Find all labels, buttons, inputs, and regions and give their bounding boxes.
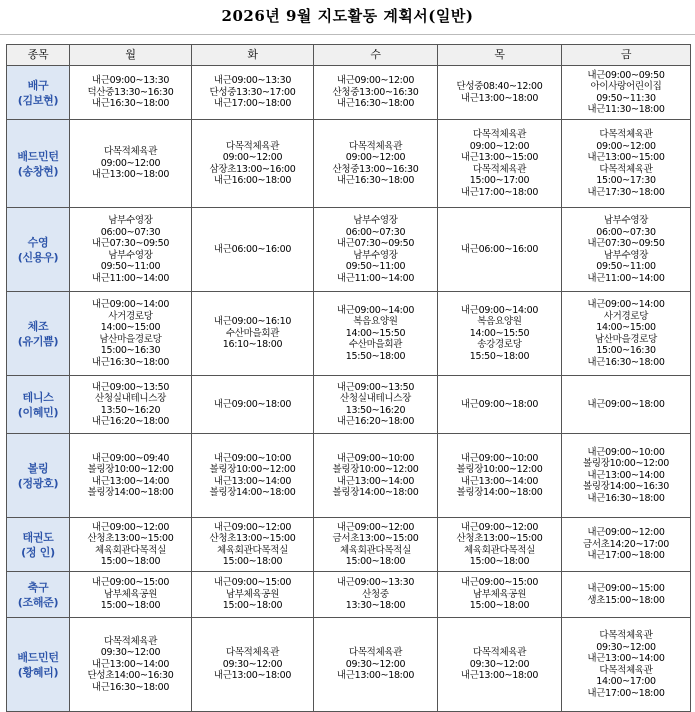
- schedule-line: 다목적체육관: [599, 163, 653, 175]
- schedule-line: 14:00~15:00: [100, 322, 161, 333]
- schedule-line: 내근09:00~12:00: [213, 521, 292, 533]
- header-thu: 목: [438, 45, 562, 66]
- schedule-line: 내근09:00~10:00: [213, 452, 292, 464]
- schedule-cell: [192, 518, 314, 572]
- schedule-line: 내근09:00~09:40: [91, 452, 170, 464]
- schedule-line: 06:00~07:30: [345, 226, 406, 238]
- schedule-line: 다목적체육관: [225, 647, 280, 659]
- schedule-line: 내근13:00~18:00: [460, 670, 539, 682]
- schedule-line: 볼링장10:00~12:00: [332, 464, 419, 475]
- schedule-line: 내근13:00~14:00: [213, 475, 292, 487]
- schedule-line: 09:30~12:00: [345, 658, 406, 670]
- schedule-line: 09:30~12:00: [469, 658, 530, 670]
- schedule-cell: [192, 376, 314, 434]
- schedule-line: 산청중: [362, 588, 389, 600]
- schedule-line: 단성중13:30~17:00: [209, 86, 296, 98]
- instructor-name: (송창현): [17, 164, 59, 178]
- schedule-line: 내근11:00~14:00: [587, 272, 665, 284]
- schedule-line: 남산마을경로당: [594, 333, 658, 345]
- schedule-cell: [438, 376, 562, 434]
- schedule-line: 다목적체육관: [348, 647, 403, 659]
- schedule-line: 15:00~18:00: [469, 556, 530, 567]
- schedule-cell: [314, 618, 438, 712]
- schedule-cell: [70, 208, 192, 292]
- schedule-line: 다목적체육관: [472, 163, 527, 175]
- schedule-cell: [314, 120, 438, 208]
- schedule-line: 15:00~17:30: [596, 175, 656, 186]
- header-wed: 수: [314, 45, 438, 66]
- schedule-line: 체육회관다목적실: [463, 544, 536, 556]
- schedule-line: 내근17:00~18:00: [213, 98, 292, 110]
- instructor-name: (신용우): [17, 250, 59, 264]
- schedule-cell: [314, 518, 438, 572]
- schedule-cell: [192, 66, 314, 120]
- schedule-line: 내근13:00~18:00: [336, 670, 415, 682]
- schedule-line: 남부체육공원: [472, 588, 527, 600]
- schedule-line: 내근16:20~18:00: [336, 416, 415, 427]
- table-row: [7, 618, 691, 712]
- sport-cell: [7, 66, 70, 120]
- schedule-line: 내근09:00~18:00: [587, 398, 665, 410]
- schedule-line: 단성초14:00~16:30: [87, 670, 174, 682]
- schedule-line: 볼링장10:00~12:00: [582, 458, 670, 470]
- schedule-line: 내근09:00~18:00: [213, 398, 292, 410]
- schedule-line: 볼링장14:00~18:00: [456, 487, 543, 498]
- schedule-line: 내근09:00~12:00: [91, 521, 170, 533]
- table-row: [7, 518, 691, 572]
- schedule-cell: [192, 618, 314, 712]
- schedule-line: 06:00~07:30: [596, 226, 656, 238]
- schedule-line: 09:50~11:00: [596, 261, 656, 272]
- sport-name: 테니스: [22, 390, 54, 404]
- schedule-cell: [314, 376, 438, 434]
- header-tue: 화: [192, 45, 314, 66]
- schedule-line: 내근09:00~13:30: [213, 75, 292, 87]
- schedule-line: 남부체육공원: [225, 588, 280, 600]
- schedule-line: 09:00~12:00: [345, 152, 406, 163]
- schedule-cell: [438, 618, 562, 712]
- schedule-cell: [438, 208, 562, 292]
- sport-name: 배드민턴: [17, 650, 59, 664]
- schedule-cell: [562, 120, 691, 208]
- schedule-cell: [438, 120, 562, 208]
- table-row: [7, 66, 691, 120]
- schedule-line: 금서초14:20~17:00: [582, 538, 670, 550]
- schedule-line: 복음요양원: [353, 316, 398, 328]
- schedule-line: 사거경로당: [603, 310, 649, 322]
- schedule-line: 내근13:00~18:00: [91, 169, 170, 181]
- sport-cell: [7, 292, 70, 376]
- schedule-line: 다목적체육관: [103, 635, 158, 647]
- schedule-line: 볼링장14:00~16:30: [582, 481, 670, 493]
- schedule-cell: [562, 618, 691, 712]
- schedule-line: 내근16:30~18:00: [587, 492, 665, 504]
- sport-name: 축구: [27, 580, 49, 594]
- schedule-cell: [314, 66, 438, 120]
- schedule-line: 산청실내테니스장: [339, 393, 412, 404]
- schedule-line: 내근09:00~15:00: [460, 577, 539, 589]
- schedule-line: 내근09:00~09:50: [587, 69, 665, 81]
- schedule-line: 내근16:30~18:00: [91, 98, 170, 110]
- schedule-line: 삼장초13:00~16:00: [209, 163, 296, 175]
- schedule-line: 남부체육공원: [103, 588, 158, 600]
- schedule-line: 15:00~18:00: [222, 556, 283, 567]
- schedule-line: 내근09:00~14:00: [460, 304, 539, 316]
- schedule-line: 내근16:00~18:00: [213, 175, 292, 186]
- schedule-line: 09:00~12:00: [100, 157, 161, 169]
- schedule-cell: [192, 572, 314, 618]
- schedule-line: 내근06:00~16:00: [460, 243, 539, 255]
- schedule-line: 15:00~17:00: [469, 175, 530, 186]
- schedule-line: 아이사랑어린이집: [590, 81, 662, 92]
- schedule-cell: [438, 66, 562, 120]
- schedule-line: 15:00~18:00: [469, 600, 530, 612]
- schedule-line: 09:30~12:00: [222, 658, 283, 670]
- schedule-cell: [192, 434, 314, 518]
- schedule-line: 내근13:00~14:00: [587, 469, 665, 481]
- schedule-line: 내근13:00~14:00: [91, 475, 170, 487]
- schedule-line: 내근11:00~14:00: [336, 272, 415, 284]
- schedule-line: 내근17:30~18:00: [587, 186, 665, 198]
- schedule-line: 내근13:00~14:00: [460, 475, 539, 487]
- instructor-name: (김보현): [17, 93, 59, 107]
- schedule-line: 내근17:00~18:00: [587, 550, 665, 562]
- schedule-line: 내근09:00~10:00: [587, 446, 665, 458]
- sport-cell: [7, 618, 70, 712]
- schedule-line: 볼링장14:00~18:00: [209, 487, 296, 498]
- schedule-line: 내근07:30~09:50: [91, 238, 170, 249]
- schedule-cell: [562, 292, 691, 376]
- schedule-cell: [438, 292, 562, 376]
- schedule-table: [6, 44, 691, 712]
- schedule-line: 남산마을경로당: [99, 333, 162, 345]
- schedule-line: 내근16:30~18:00: [91, 681, 170, 693]
- schedule-line: 생초15:00~18:00: [587, 594, 665, 606]
- schedule-line: 15:50~18:00: [345, 350, 406, 362]
- schedule-line: 09:30~12:00: [100, 647, 161, 659]
- schedule-line: 산청중13:00~16:30: [332, 86, 419, 98]
- schedule-line: 15:00~18:00: [100, 556, 161, 567]
- schedule-line: 다목적체육관: [599, 664, 653, 676]
- schedule-line: 체육회관다목적실: [339, 544, 412, 556]
- table-row: [7, 292, 691, 376]
- schedule-line: 15:00~18:00: [100, 600, 161, 612]
- schedule-line: 볼링장14:00~18:00: [332, 487, 419, 498]
- header-sport: 종목: [7, 45, 70, 66]
- schedule-line: 볼링장10:00~12:00: [209, 464, 296, 475]
- schedule-cell: [562, 434, 691, 518]
- schedule-line: 내근16:30~18:00: [336, 98, 415, 110]
- instructor-name: (정광호): [17, 476, 59, 490]
- schedule-cell: [70, 292, 192, 376]
- schedule-line: 내근11:30~18:00: [587, 104, 665, 115]
- schedule-line: 금서초13:00~15:00: [332, 533, 419, 544]
- schedule-line: 내근13:00~14:00: [91, 658, 170, 670]
- schedule-line: 수산마을회관: [225, 327, 280, 339]
- schedule-line: 내근16:30~18:00: [91, 356, 170, 368]
- sport-name: 수영: [27, 235, 49, 249]
- schedule-line: 내근13:00~15:00: [460, 152, 539, 163]
- schedule-line: 내근09:00~18:00: [460, 398, 539, 410]
- schedule-line: 볼링장10:00~12:00: [87, 464, 174, 475]
- schedule-line: 복음요양원: [477, 316, 522, 328]
- schedule-line: 남부수영장: [603, 249, 649, 261]
- schedule-line: 다목적체육관: [225, 140, 280, 152]
- table-row: [7, 208, 691, 292]
- schedule-cell: [314, 208, 438, 292]
- schedule-cell: [562, 572, 691, 618]
- schedule-line: 09:00~12:00: [222, 152, 283, 163]
- schedule-cell: [70, 120, 192, 208]
- sport-name: 체조: [27, 319, 49, 333]
- sport-name: 배구: [27, 78, 49, 92]
- schedule-line: 06:00~07:30: [100, 226, 161, 238]
- schedule-line: 내근09:00~12:00: [336, 521, 415, 533]
- sport-cell: [7, 376, 70, 434]
- schedule-line: 내근09:00~12:00: [587, 527, 665, 539]
- schedule-line: 09:50~11:30: [596, 92, 656, 104]
- schedule-line: 내근13:00~14:00: [587, 653, 665, 664]
- schedule-line: 내근16:30~18:00: [587, 356, 665, 368]
- schedule-line: 볼링장10:00~12:00: [456, 464, 543, 475]
- schedule-line: 남부수영장: [353, 215, 398, 226]
- schedule-line: 수산마을회관: [348, 339, 403, 351]
- schedule-line: 덕산중13:30~16:30: [87, 86, 174, 98]
- schedule-cell: [438, 572, 562, 618]
- schedule-line: 09:00~12:00: [469, 140, 530, 152]
- sport-cell: [7, 120, 70, 208]
- schedule-line: 09:50~11:00: [345, 261, 406, 272]
- schedule-line: 13:30~18:00: [345, 600, 406, 612]
- schedule-cell: [314, 292, 438, 376]
- schedule-line: 볼링장14:00~18:00: [87, 487, 174, 498]
- schedule-line: 산청초13:00~15:00: [87, 533, 174, 544]
- schedule-line: 내근09:00~10:00: [336, 452, 415, 464]
- schedule-line: 13:50~16:20: [100, 404, 161, 416]
- schedule-line: 산청중13:00~16:30: [332, 163, 419, 175]
- schedule-line: 15:00~18:00: [345, 556, 406, 567]
- header-mon: 월: [70, 45, 192, 66]
- sport-name: 태권도: [22, 530, 54, 544]
- table-row: [7, 434, 691, 518]
- schedule-line: 내근09:00~12:00: [460, 521, 539, 533]
- schedule-line: 09:50~11:00: [100, 261, 161, 272]
- schedule-line: 09:30~12:00: [596, 641, 656, 653]
- schedule-line: 내근09:00~15:00: [213, 577, 292, 589]
- schedule-line: 체육회관다목적실: [94, 544, 167, 556]
- schedule-line: 내근13:00~15:00: [587, 152, 665, 163]
- schedule-cell: [438, 518, 562, 572]
- schedule-line: 산청초13:00~15:00: [456, 533, 543, 544]
- schedule-cell: [70, 66, 192, 120]
- instructor-name: (이혜민): [17, 405, 59, 419]
- schedule-cell: [562, 376, 691, 434]
- schedule-line: 내근09:00~15:00: [587, 583, 665, 594]
- schedule-line: 다목적체육관: [599, 129, 653, 140]
- schedule-cell: [70, 572, 192, 618]
- header-fri: 금: [562, 45, 691, 66]
- title-underline: [0, 34, 695, 35]
- schedule-line: 다목적체육관: [599, 630, 653, 641]
- schedule-line: 산청초13:00~15:00: [209, 533, 296, 544]
- schedule-line: 내근09:00~10:00: [460, 452, 539, 464]
- instructor-name: (황혜리): [17, 665, 59, 679]
- schedule-line: 14:00~15:00: [596, 322, 656, 333]
- schedule-cell: [438, 434, 562, 518]
- schedule-line: 남부수영장: [603, 215, 649, 226]
- schedule-line: 체육회관다목적실: [216, 544, 289, 556]
- schedule-cell: [70, 618, 192, 712]
- table-row: [7, 120, 691, 208]
- schedule-cell: [192, 120, 314, 208]
- schedule-line: 내근17:00~18:00: [587, 687, 665, 699]
- schedule-line: 내근13:00~14:00: [336, 475, 415, 487]
- schedule-line: 다목적체육관: [472, 129, 527, 140]
- schedule-line: 다목적체육관: [472, 647, 527, 659]
- schedule-line: 내근13:00~18:00: [213, 670, 292, 682]
- sport-cell: [7, 518, 70, 572]
- schedule-line: 내근09:00~15:00: [91, 577, 170, 589]
- header-row: [7, 45, 691, 66]
- schedule-line: 내근13:00~18:00: [460, 92, 539, 104]
- schedule-cell: [562, 518, 691, 572]
- schedule-line: 다목적체육관: [348, 140, 403, 152]
- schedule-line: 15:00~16:30: [596, 345, 656, 356]
- schedule-line: 13:50~16:20: [345, 404, 406, 416]
- schedule-line: 사거경로당: [108, 310, 153, 322]
- schedule-line: 내근06:00~16:00: [213, 243, 292, 255]
- schedule-cell: [70, 376, 192, 434]
- instructor-name: (정 인): [21, 545, 55, 559]
- instructor-name: (조해준): [17, 595, 59, 609]
- schedule-line: 내근09:00~13:30: [91, 75, 170, 87]
- schedule-cell: [314, 572, 438, 618]
- schedule-line: 내근09:00~13:50: [336, 381, 415, 393]
- sport-cell: [7, 434, 70, 518]
- schedule-line: 다목적체육관: [103, 146, 158, 158]
- schedule-line: 내근09:00~13:50: [91, 381, 170, 393]
- schedule-cell: [70, 518, 192, 572]
- instructor-name: (유기쁨): [17, 334, 59, 348]
- table-row: [7, 572, 691, 618]
- schedule-line: 남부수영장: [108, 249, 153, 261]
- schedule-line: 14:00~15:50: [345, 327, 406, 339]
- schedule-line: 내근09:00~14:00: [91, 299, 170, 310]
- schedule-line: 15:00~16:30: [100, 345, 161, 356]
- schedule-line: 내근17:00~18:00: [460, 186, 539, 198]
- schedule-line: 내근16:30~18:00: [336, 175, 415, 186]
- sport-cell: [7, 208, 70, 292]
- table-row: [7, 376, 691, 434]
- schedule-line: 내근16:20~18:00: [91, 416, 170, 427]
- schedule-line: 내근09:00~12:00: [336, 75, 415, 87]
- schedule-line: 내근07:30~09:50: [336, 238, 415, 249]
- schedule-line: 내근07:30~09:50: [587, 238, 665, 249]
- schedule-line: 단성중08:40~12:00: [456, 81, 543, 92]
- schedule-cell: [562, 66, 691, 120]
- sport-name: 배드민턴: [17, 149, 59, 163]
- schedule-line: 내근09:00~13:30: [336, 577, 415, 589]
- schedule-line: 15:50~18:00: [469, 350, 530, 362]
- page-title: 2026년 9월 지도활동 계획서(일반): [221, 7, 474, 25]
- schedule-cell: [192, 208, 314, 292]
- sport-name: 볼링: [27, 461, 49, 475]
- schedule-line: 내근11:00~14:00: [91, 272, 170, 284]
- schedule-cell: [562, 208, 691, 292]
- schedule-line: 내근09:00~14:00: [587, 299, 665, 310]
- schedule-line: 14:00~17:00: [596, 676, 656, 687]
- schedule-cell: [314, 434, 438, 518]
- schedule-line: 송강경로당: [477, 339, 522, 351]
- sport-cell: [7, 572, 70, 618]
- schedule-line: 남부수영장: [108, 215, 153, 226]
- schedule-line: 내근09:00~16:10: [213, 316, 292, 328]
- schedule-line: 산청실내테니스장: [94, 393, 167, 404]
- schedule-line: 14:00~15:50: [469, 327, 530, 339]
- schedule-line: 16:10~18:00: [222, 339, 283, 351]
- schedule-cell: [192, 292, 314, 376]
- schedule-cell: [70, 434, 192, 518]
- schedule-line: 15:00~18:00: [222, 600, 283, 612]
- schedule-line: 09:00~12:00: [596, 140, 656, 152]
- schedule-line: 내근09:00~14:00: [336, 304, 415, 316]
- schedule-line: 남부수영장: [353, 249, 398, 261]
